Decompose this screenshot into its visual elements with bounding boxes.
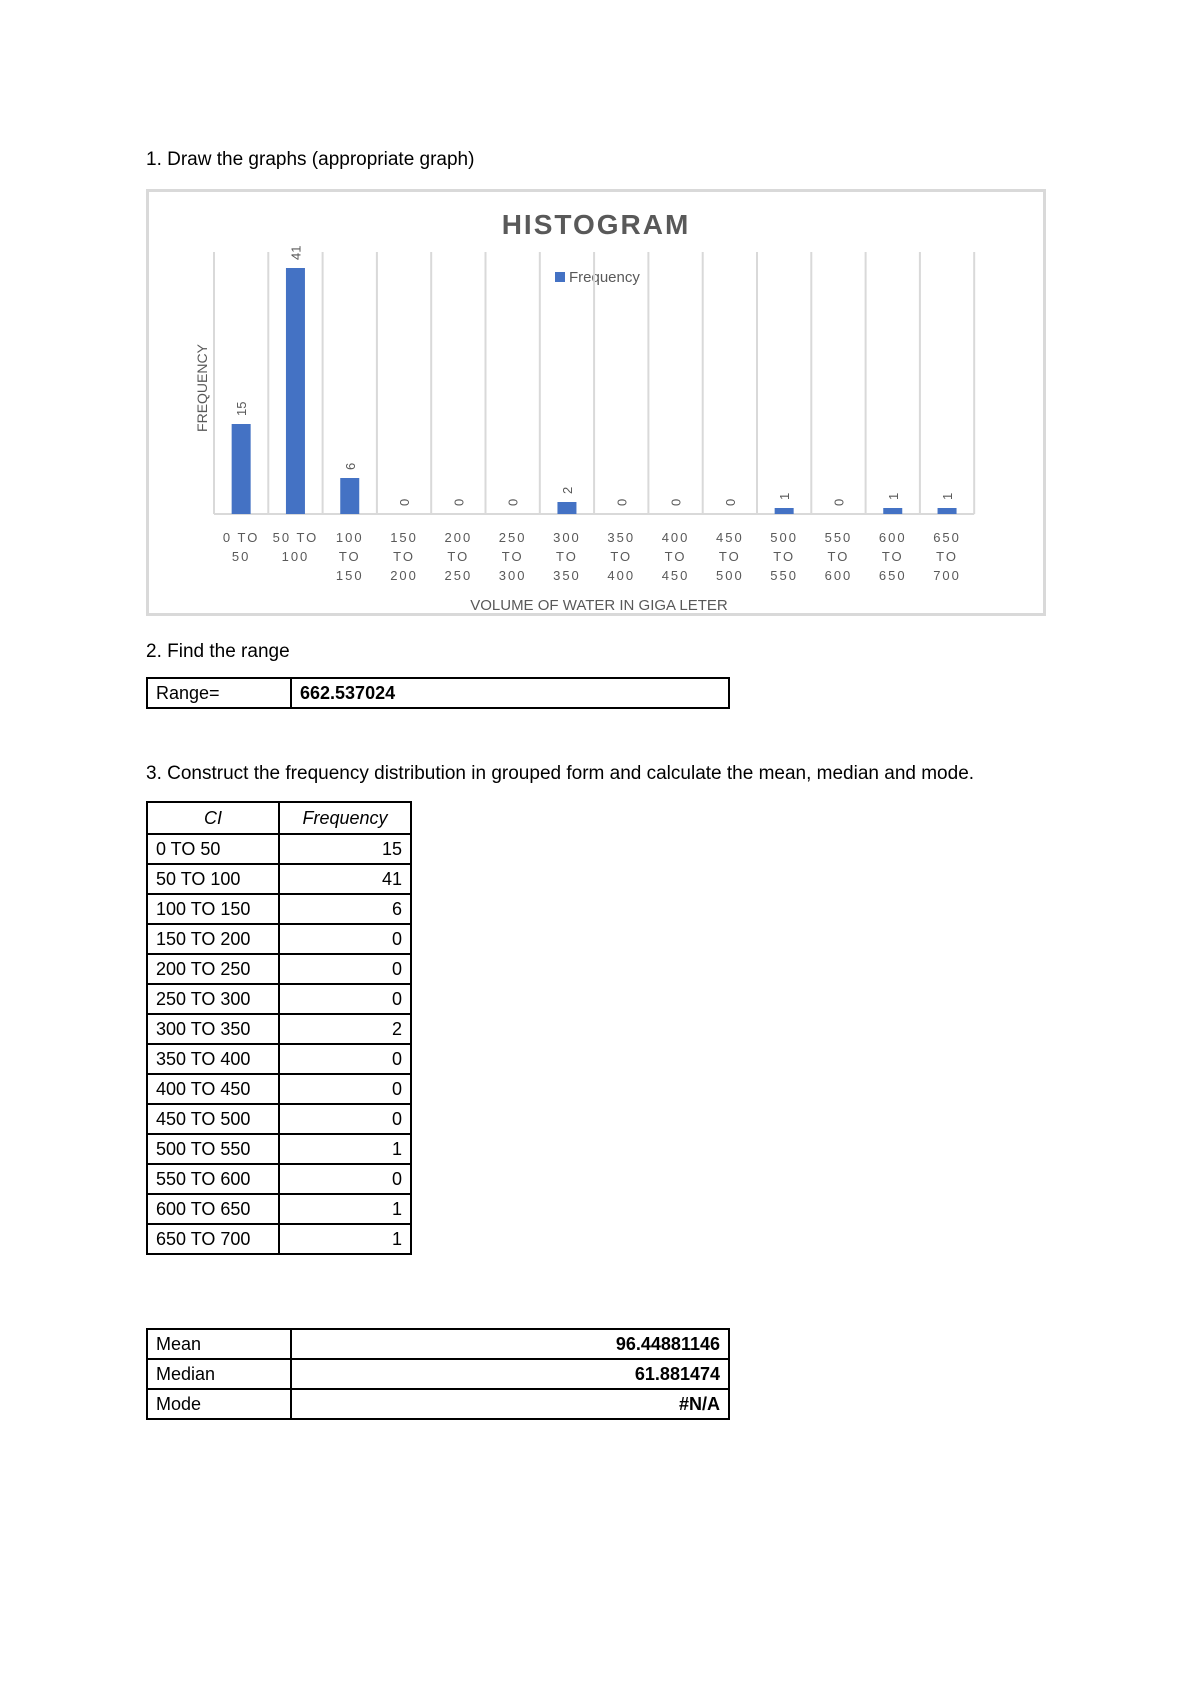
x-tick-label: TO [556,549,578,564]
x-tick-label: 100 [281,549,310,564]
frequency-cell: 0 [279,984,411,1014]
x-tick-label: TO [338,549,361,564]
x-tick-label: 550 [824,530,853,545]
data-label: 1 [777,492,793,500]
header-ci: CI [147,802,279,834]
data-label: 0 [451,498,467,506]
x-tick-label: TO [718,549,741,564]
ci-cell: 100 TO 150 [147,894,279,924]
table-row [147,834,411,864]
table-header-row [147,802,411,834]
x-tick-label: 100 [335,530,364,545]
x-tick-label: TO [393,549,415,564]
x-tick-label: 450 [715,530,744,545]
x-tick-label: TO [936,549,958,564]
x-tick-label: 200 [390,568,418,583]
x-tick-label: 500 [715,568,744,583]
table-row [147,984,411,1014]
data-label: 6 [342,462,358,470]
bar [286,268,305,514]
frequency-cell: 0 [279,1074,411,1104]
frequency-cell: 1 [279,1194,411,1224]
ci-cell: 400 TO 450 [147,1074,279,1104]
x-tick-label: 350 [553,568,581,583]
table-row [147,1329,729,1359]
x-tick-label: 350 [607,530,636,545]
x-tick-label: 650 [878,568,907,583]
x-tick-label: 150 [390,530,418,545]
table-row [147,1224,411,1254]
data-label: 2 [559,486,575,494]
ci-cell: 500 TO 550 [147,1134,279,1164]
data-label: 0 [722,498,738,506]
x-tick-label: 50 TO [272,530,319,545]
frequency-table [146,801,412,1255]
table-row [147,864,411,894]
frequency-cell: 0 [279,1164,411,1194]
frequency-cell: 41 [279,864,411,894]
bar [775,508,794,514]
table-row [147,954,411,984]
x-tick-label: TO [773,549,796,564]
question-3: 3. Construct the frequency distribution in grouped form and calculate the mean, median and mode. [146,763,975,784]
legend [555,269,640,286]
table-row [147,1389,729,1419]
mode-label: Mode [147,1389,291,1419]
data-label: 0 [614,498,630,506]
x-tick-label: 600 [824,568,853,583]
x-tick-label: TO [827,549,850,564]
x-tick-label: 650 [933,530,961,545]
x-tick-label: 600 [878,530,907,545]
range-row [147,678,729,708]
ci-cell: 550 TO 600 [147,1164,279,1194]
stats-table [146,1328,730,1420]
x-tick-label: 50 [231,549,251,564]
x-tick-label: 400 [607,568,636,583]
frequency-cell: 0 [279,924,411,954]
x-tick-label: TO [501,549,524,564]
header-frequency: Frequency [279,802,411,834]
table-row [147,1359,729,1389]
x-tick-label: 550 [770,568,799,583]
table-row [147,894,411,924]
median-value: 61.881474 [291,1359,729,1389]
table-row [147,1074,411,1104]
x-tick-label: 300 [498,568,527,583]
x-tick-label: 200 [444,530,473,545]
ci-cell: 150 TO 200 [147,924,279,954]
table-row [147,1104,411,1134]
x-tick-label: 400 [661,530,690,545]
x-tick-label: TO [881,549,904,564]
data-label: 0 [831,498,847,506]
frequency-cell: 1 [279,1224,411,1254]
x-axis-label: VOLUME OF WATER IN GIGA LETER [470,597,728,613]
range-table [146,677,730,709]
ci-cell: 650 TO 700 [147,1224,279,1254]
x-tick-label: TO [447,549,470,564]
ci-cell: 600 TO 650 [147,1194,279,1224]
bar [557,502,576,514]
data-label: 15 [234,401,250,416]
x-tick-label: 450 [661,568,690,583]
ci-cell: 450 TO 500 [147,1104,279,1134]
x-tick-label: TO [610,549,633,564]
ci-cell: 350 TO 400 [147,1044,279,1074]
frequency-cell: 0 [279,1104,411,1134]
data-label: 0 [397,498,413,506]
frequency-cell: 0 [279,954,411,984]
question-2: 2. Find the range [146,641,290,662]
table-row [147,1134,411,1164]
histogram-chart [146,189,1046,616]
data-label: 41 [288,245,304,260]
x-tick-label: 700 [933,568,961,583]
chart-title: HISTOGRAM [501,209,691,240]
x-tick-label: 300 [553,530,581,545]
range-value: 662.537024 [291,678,729,708]
x-tick-label: 250 [444,568,473,583]
x-tick-label: 250 [498,530,527,545]
histogram-svg [149,192,1043,613]
ci-cell: 300 TO 350 [147,1014,279,1044]
table-row [147,1194,411,1224]
bar [938,508,957,514]
bar [232,424,251,514]
x-tick-label: TO [664,549,687,564]
x-tick-label: 500 [770,530,799,545]
table-row [147,924,411,954]
ci-cell: 50 TO 100 [147,864,279,894]
question-1: 1. Draw the graphs (appropriate graph) [146,149,475,170]
mode-value: #N/A [291,1389,729,1419]
table-row [147,1044,411,1074]
table-row [147,1164,411,1194]
table-row [147,1014,411,1044]
legend-swatch [555,272,565,282]
mean-value: 96.44881146 [291,1329,729,1359]
ci-cell: 0 TO 50 [147,834,279,864]
ci-cell: 250 TO 300 [147,984,279,1014]
frequency-cell: 2 [279,1014,411,1044]
y-axis-label: FREQUENCY [194,344,210,432]
x-tick-label: 150 [335,568,364,583]
ci-cell: 200 TO 250 [147,954,279,984]
mean-label: Mean [147,1329,291,1359]
data-label: 0 [505,498,521,506]
frequency-cell: 0 [279,1044,411,1074]
data-label: 1 [885,492,901,500]
data-label: 0 [668,498,684,506]
frequency-cell: 1 [279,1134,411,1164]
legend-label: Frequency [569,269,640,286]
x-tick-label: 0 TO [222,530,260,545]
frequency-cell: 15 [279,834,411,864]
bar [883,508,902,514]
data-label: 1 [940,492,956,500]
bar [340,478,359,514]
frequency-cell: 6 [279,894,411,924]
median-label: Median [147,1359,291,1389]
range-label: Range= [147,678,291,708]
